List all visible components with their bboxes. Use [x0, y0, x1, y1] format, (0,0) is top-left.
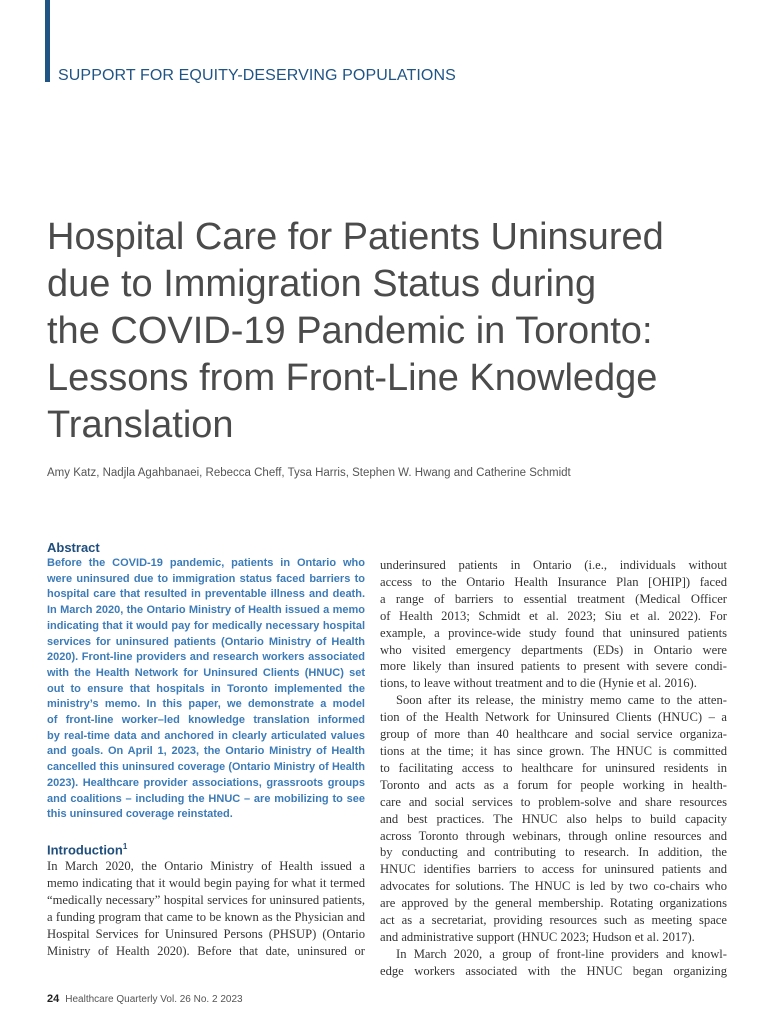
text-line: indicating that it would pay for medically necessary hospital [47, 619, 365, 632]
text-line: out to ensure that hospitals in Toronto implemented the [47, 682, 365, 695]
text-line: access to the Ontario Health Insurance Plan [OHIP]) faced [380, 574, 727, 589]
text-line: 2020). Front-line providers and research workers associated [47, 651, 365, 664]
text-line: In March 2020, a group of front-line providers and knowl- [396, 946, 727, 961]
text-line: tions at the time; it has since grown. The HNUC is committed [380, 743, 727, 758]
text-line: Toronto and acts as a forum for people working in health- [380, 777, 727, 792]
text-line: cancelled this uninsured coverage (Ontario Ministry of Health [47, 761, 365, 774]
text-line: act as a secretariat, providing resources such as meeting space [380, 913, 727, 928]
text-line: were uninsured due to immigration status faced barriers to [47, 572, 365, 585]
text-line: Soon after its release, the ministry memo came to the atten- [396, 693, 727, 708]
text-line: who visited emergency departments (EDs) in Ontario were [380, 642, 727, 657]
text-line: example, a province-wide study found that uninsured patients [380, 625, 727, 640]
article-title [47, 214, 747, 449]
introduction-left [47, 838, 365, 960]
introduction-text-right [380, 557, 727, 980]
text-line: 2023). Healthcare provider associations, grassroots groups [47, 776, 365, 789]
title-line: Translation [47, 404, 234, 446]
text-line: Ministry of Health 2020). Before that date, uninsured or [47, 943, 365, 958]
text-line: edge workers associated with the HNUC began organizing [380, 963, 727, 978]
text-line: across Toronto through webinars, through online resources and [380, 828, 727, 843]
text-line: In March 2020, the Ontario Ministry of Health issued a [47, 859, 365, 874]
text-line: HNUC identifies barriers to access for uninsured patients and [380, 862, 727, 877]
text-line: In March 2020, the Ontario Ministry of Health issued a memo [47, 604, 365, 617]
text-line: “medically necessary” hospital services for uninsured patients, [47, 893, 365, 908]
text-line: more likely than insured patients to present with severe condi- [380, 659, 727, 674]
text-line: group of more than 40 healthcare and social service organiza- [380, 727, 727, 742]
section-label: SUPPORT FOR EQUITY-DESERVING POPULATIONS [58, 67, 456, 84]
text-line: are approved by the general membership. Rotating organizations [380, 896, 727, 911]
page-number: 24 [47, 993, 60, 1005]
text-line: this uninsured coverage reinstated. [47, 808, 233, 821]
footnote-mark[interactable]: 1 [122, 842, 128, 851]
title-line: Lessons from Front-Line Knowledge [47, 357, 658, 399]
section-accent-bar [45, 0, 50, 82]
text-line: a range of barriers to essential treatment (Medical Officer [380, 591, 727, 606]
text-line: hospital care that resulted in preventable illness and death. [47, 588, 365, 601]
text-line: services for uninsured patients (Ontario Ministry of Health [47, 635, 365, 648]
text-line: and best practices. The HNUC also helps to build capacity [380, 811, 727, 826]
journal-citation: Healthcare Quarterly Vol. 26 No. 2 2023 [65, 994, 243, 1005]
text-line: and goals. On April 1, 2023, the Ontario Ministry of Health [47, 745, 365, 758]
authors: Amy Katz, Nadjla Agahbanaei, Rebecca Cheff, Tysa Harris, Stephen W. Hwang and Catherine Schmidt [47, 467, 571, 479]
text-line: tions, to leave without treatment and to die (Hynie et al. 2016). [380, 676, 697, 691]
text-line: with the Health Network for Uninsured Clients (HNUC) set [47, 666, 365, 679]
text-line: ministry’s memo. In this paper, we demonstrate a model [47, 698, 365, 711]
introduction-text-left [47, 858, 365, 959]
abstract-heading: Abstract [47, 540, 100, 555]
text-line: to facilitating access to healthcare for uninsured residents in [380, 760, 727, 775]
title-line: Hospital Care for Patients Uninsured [47, 216, 664, 258]
text-line: underinsured patients in Ontario (i.e., individuals without [380, 558, 727, 572]
text-line: and coalitions – including the HNUC – are mobilizing to see [47, 792, 365, 805]
text-line: Hospital Services for Uninsured Persons (PHSUP) (Ontario [47, 926, 365, 941]
introduction-heading [47, 838, 365, 858]
text-line: Before the COVID-19 pandemic, patients in Ontario who [47, 557, 365, 569]
text-line: by real-time data and anchored in clearly articulated values [47, 729, 365, 742]
page-footer [47, 993, 243, 1005]
introduction-heading-text: Introduction [47, 842, 123, 858]
text-line: a funding program that came to be known as the Physician and [47, 910, 365, 925]
abstract-text [47, 556, 365, 823]
text-line: and administrative support (HNUC 2023; Hudson et al. 2017). [380, 929, 695, 944]
text-line: tion of the Health Network for Uninsured Clients (HNUC) – a [380, 710, 727, 725]
text-line: of front-line worker–led knowledge translation informed [47, 714, 365, 727]
text-line: by conducting and contributing to research. In addition, the [380, 845, 727, 860]
text-line: of Health 2013; Schmidt et al. 2023; Siu et al. 2022). For [380, 608, 727, 623]
title-line: due to Immigration Status during [47, 263, 597, 305]
abstract [47, 539, 365, 823]
text-line: care and social services to problem-solve and share resources [380, 794, 727, 809]
title-line: the COVID-19 Pandemic in Toronto: [47, 310, 653, 352]
text-line: memo indicating that it would begin paying for what it termed [47, 876, 365, 891]
text-line: advocates for solutions. The HNUC is led by two co-chairs who [380, 879, 727, 894]
